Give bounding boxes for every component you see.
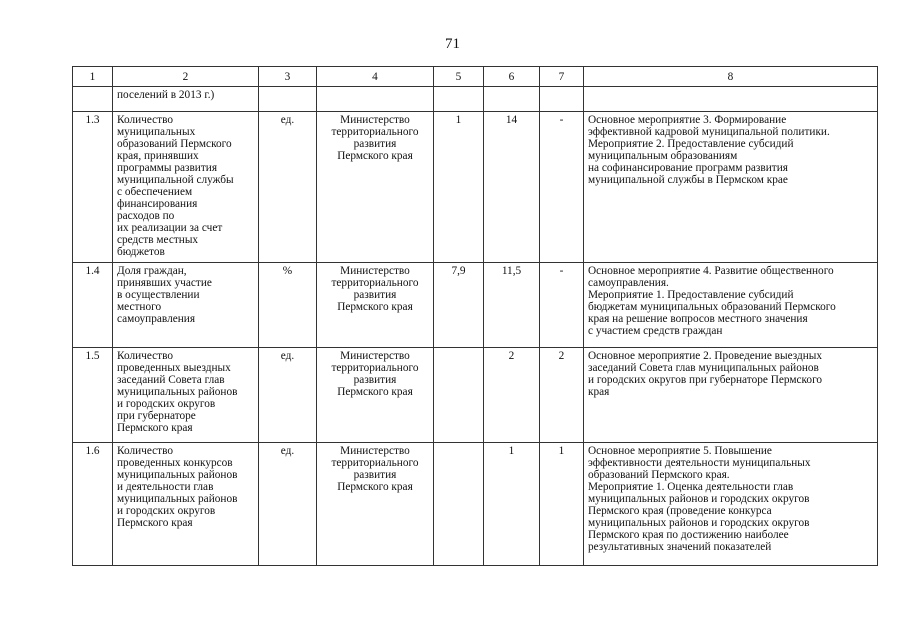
indicator-name-line: и городских округов: [117, 398, 216, 410]
value-col5: 7,9: [434, 263, 484, 348]
indicator-name-line: принявших участие: [117, 277, 212, 289]
indicator-name-line: образований Пермского: [117, 138, 232, 150]
measures-cell-line: эффективной кадровой муниципальной политики.: [588, 126, 830, 138]
measures-cell-line: Мероприятие 1. Предоставление субсидий: [588, 289, 794, 301]
responsible-cell: [317, 263, 434, 348]
header-cell: 7: [540, 67, 584, 87]
measures-cell-line: Пермского края (проведение конкурса: [588, 505, 772, 517]
value-col6: 2: [484, 348, 540, 443]
table-row: [73, 348, 878, 443]
responsible-cell-line: территориального: [331, 457, 419, 469]
indicator-name: [113, 348, 259, 443]
indicator-name-line: их реализации за счет: [117, 222, 223, 234]
responsible-cell-line: территориального: [331, 277, 419, 289]
indicator-name: [113, 263, 259, 348]
responsible-cell-line: территориального: [331, 362, 419, 374]
indicator-name-line: и деятельности глав: [117, 481, 214, 493]
header-cell: 5: [434, 67, 484, 87]
indicator-name-line: Количество: [117, 114, 173, 126]
indicator-name-line: и городских округов: [117, 505, 216, 517]
responsible-cell-line: территориального: [331, 126, 419, 138]
measures-cell-line: муниципальных районов и городских округов: [588, 517, 810, 529]
header-cell: 3: [259, 67, 317, 87]
responsible-cell: [317, 443, 434, 566]
responsible-cell-line: развития: [353, 469, 397, 481]
measures-cell-line: эффективности деятельности муниципальных: [588, 457, 811, 469]
unit-cell: ед.: [259, 443, 317, 566]
value-col7: -: [540, 263, 584, 348]
header-cell: 1: [73, 67, 113, 87]
responsible-cell-line: развития: [353, 138, 397, 150]
measures-cell-line: Основное мероприятие 3. Формирование: [588, 114, 787, 126]
table-cell: [584, 87, 878, 112]
table-cell: [434, 87, 484, 112]
continuation-row: [73, 87, 878, 112]
indicator-name-line: Пермского края: [117, 517, 193, 529]
measures-cell-line: на софинансирование программ развития: [588, 162, 788, 174]
table-cell: [540, 87, 584, 112]
responsible-cell-line: Пермского края: [337, 150, 413, 162]
measures-cell-line: края на решение вопросов местного значения: [588, 313, 808, 325]
indicator-name-line: проведенных конкурсов: [117, 457, 233, 469]
table-cell: [317, 87, 434, 112]
row-number: 1.6: [73, 443, 113, 566]
measures-cell-line: образований Пермского края.: [588, 469, 730, 481]
row-number: 1.3: [73, 112, 113, 263]
table-row: [73, 263, 878, 348]
value-col5: [434, 443, 484, 566]
indicator-name-line: расходов по: [117, 210, 175, 222]
indicator-name-line: программы развития: [117, 162, 218, 174]
header-cell: 6: [484, 67, 540, 87]
indicator-name-line: Количество: [117, 445, 173, 457]
measures-cell-line: Основное мероприятие 4. Развитие общественного: [588, 265, 834, 277]
table-cell: [259, 87, 317, 112]
responsible-cell: [317, 112, 434, 263]
responsible-cell-line: Министерство: [340, 445, 410, 457]
value-col7: -: [540, 112, 584, 263]
indicator-name-line: муниципальных районов: [117, 386, 238, 398]
measures-cell-line: Основное мероприятие 2. Проведение выездных: [588, 350, 823, 362]
measures-cell-line: муниципальной службы в Пермском крае: [588, 174, 788, 186]
indicator-name-line: Количество: [117, 350, 173, 362]
indicator-name-line: муниципальной службы: [117, 174, 234, 186]
indicator-name-line: муниципальных: [117, 126, 196, 138]
responsible-cell-line: Пермского края: [337, 481, 413, 493]
unit-cell: %: [259, 263, 317, 348]
indicator-name-line: с обеспечением: [117, 186, 193, 198]
header-cell: 2: [113, 67, 259, 87]
measures-cell: [584, 112, 878, 263]
responsible-cell-line: Министерство: [340, 265, 410, 277]
measures-cell: [584, 263, 878, 348]
measures-cell-line: муниципальным образованиям: [588, 150, 738, 162]
value-col5: [434, 348, 484, 443]
measures-cell-line: края: [588, 386, 610, 398]
value-col7: 2: [540, 348, 584, 443]
value-col5: 1: [434, 112, 484, 263]
indicator-name-line: муниципальных районов: [117, 469, 238, 481]
indicator-name-line: проведенных выездных: [117, 362, 231, 374]
measures-cell-line: муниципальных районов и городских округов: [588, 493, 810, 505]
indicators-table: [72, 66, 878, 566]
indicator-name-line: в осуществлении: [117, 289, 200, 301]
indicator-name-line: самоуправления: [117, 313, 196, 325]
measures-cell-line: Основное мероприятие 5. Повышение: [588, 445, 772, 457]
measures-cell-line: с участием средств граждан: [588, 325, 723, 337]
row-number: 1.5: [73, 348, 113, 443]
measures-cell: [584, 443, 878, 566]
indicator-name: [113, 443, 259, 566]
page-number: 71: [445, 36, 460, 52]
indicator-name-line: края, принявших: [117, 150, 199, 162]
measures-cell-line: Мероприятие 1. Оценка деятельности глав: [588, 481, 794, 493]
unit-cell: ед.: [259, 112, 317, 263]
measures-cell-line: и городских округов при губернаторе Пермского: [588, 374, 823, 386]
value-col7: 1: [540, 443, 584, 566]
measures-cell: [584, 348, 878, 443]
indicator-name-line: бюджетов: [117, 246, 165, 258]
indicator-continuation: поселений в 2013 г.): [113, 87, 259, 112]
indicator-name-line: Пермского края: [117, 422, 193, 434]
indicator-name: [113, 112, 259, 263]
measures-cell-line: Пермского края по достижению наиболее: [588, 529, 789, 541]
value-col6: 11,5: [484, 263, 540, 348]
header-cell: 8: [584, 67, 878, 87]
table-header-row: [73, 67, 878, 87]
measures-cell-line: Мероприятие 2. Предоставление субсидий: [588, 138, 794, 150]
row-number: 1.4: [73, 263, 113, 348]
responsible-cell-line: развития: [353, 289, 397, 301]
table-row: [73, 112, 878, 263]
value-col6: 1: [484, 443, 540, 566]
value-col6: 14: [484, 112, 540, 263]
indicator-name-line: местного: [117, 301, 162, 313]
measures-cell-line: самоуправления.: [588, 277, 669, 289]
table-cell: [73, 87, 113, 112]
indicator-name-line: муниципальных районов: [117, 493, 238, 505]
indicator-name-line: при губернаторе: [117, 410, 196, 422]
responsible-cell-line: развития: [353, 374, 397, 386]
indicator-name-line: финансирования: [117, 198, 198, 210]
indicator-name-line: Доля граждан,: [117, 265, 187, 277]
measures-cell-line: бюджетам муниципальных образований Пермского: [588, 301, 836, 313]
responsible-cell-line: Пермского края: [337, 386, 413, 398]
responsible-cell: [317, 348, 434, 443]
measures-cell-line: результативных значений показателей: [588, 541, 772, 553]
header-cell: 4: [317, 67, 434, 87]
responsible-cell-line: Министерство: [340, 350, 410, 362]
responsible-cell-line: Пермского края: [337, 301, 413, 313]
table-cell: [484, 87, 540, 112]
table-row: [73, 443, 878, 566]
indicator-name-line: средств местных: [117, 234, 199, 246]
measures-cell-line: заседаний Совета глав муниципальных районов: [588, 362, 819, 374]
unit-cell: ед.: [259, 348, 317, 443]
responsible-cell-line: Министерство: [340, 114, 410, 126]
indicator-name-line: заседаний Совета глав: [117, 374, 225, 386]
